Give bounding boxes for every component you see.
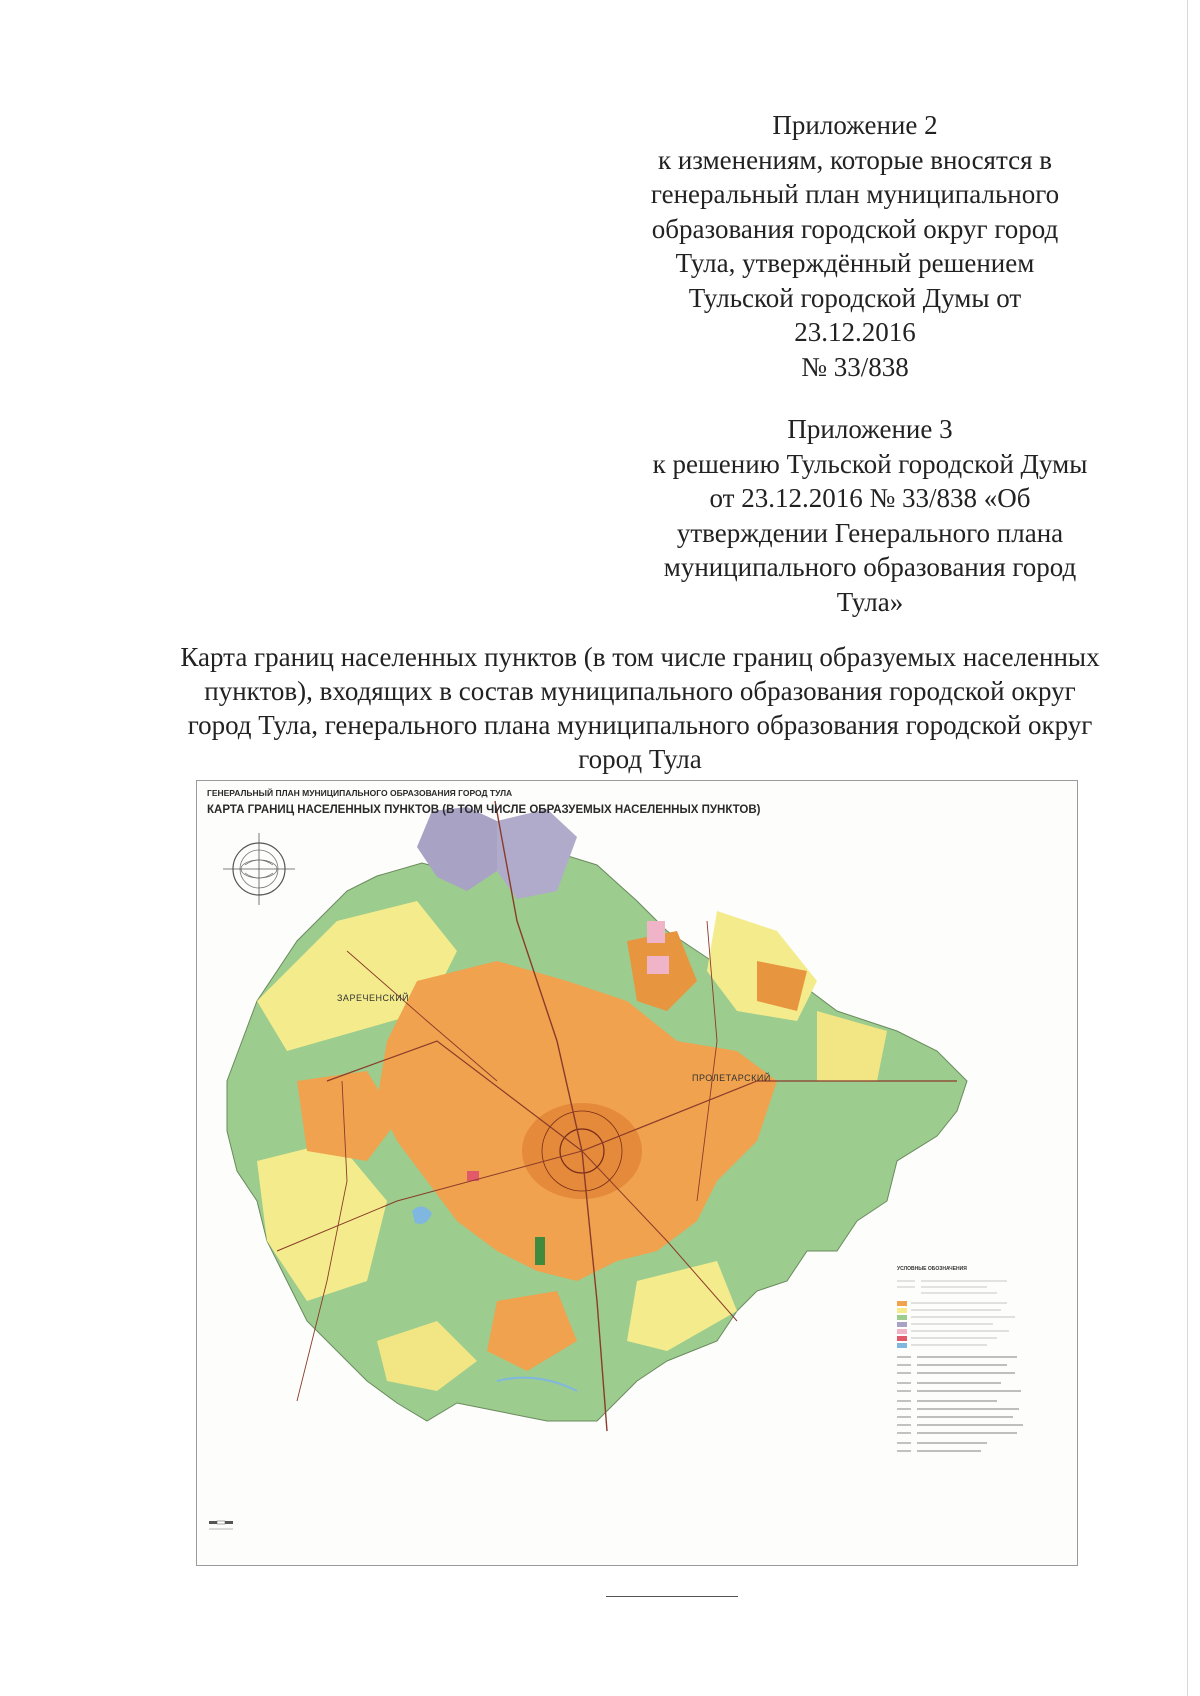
footer-rule (606, 1596, 738, 1597)
map-header-small: ГЕНЕРАЛЬНЫЙ ПЛАН МУНИЦИПАЛЬНОГО ОБРАЗОВАНИЯ ГОРОД ТУЛА (207, 788, 513, 798)
map-figure (196, 780, 1078, 1566)
annex-3-line: утверждении Генерального плана (676, 517, 1064, 548)
annex-2-line: Тульской городской Думы от (688, 282, 1022, 313)
annex-2-line: генеральный план муниципального (650, 179, 1060, 209)
document-title-line: город Тула, генерального плана муниципального образования городской округ (187, 710, 1093, 740)
annex-2-line: 23.12.2016 (794, 317, 916, 347)
document-title (150, 640, 1130, 776)
annex-3-line: от 23.12.2016 № 33/838 «Об (709, 483, 1031, 513)
green-park (535, 1237, 545, 1265)
annex-2-line: к изменениям, которые вносятся в (657, 144, 1053, 175)
place-label-zarechensky: ЗАРЕЧЕНСКИЙ (337, 993, 410, 1003)
annex-2-line: Приложение 2 (772, 110, 938, 140)
document-title-line: Карта границ населенных пунктов (в том числе границ образуемых населенных (180, 642, 1100, 672)
annex-2-header (620, 108, 1090, 384)
pink-zone (647, 956, 669, 974)
annex-3-line: муниципального образования город (663, 552, 1077, 582)
annex-3-line: Приложение 3 (787, 414, 953, 444)
annex-3-line: Тула» (836, 586, 904, 617)
annex-3-line: к решению Тульской городской Думы (652, 448, 1088, 479)
annex-2-line: образования городской округ город (651, 213, 1059, 244)
document-title-line: город Тула (578, 744, 702, 774)
annex-2-line: Тула, утверждённый решением (675, 248, 1035, 278)
annex-2-line: № 33/838 (801, 351, 909, 382)
map-legend (897, 1266, 1037, 1476)
annex-3-header (620, 412, 1120, 619)
scan-edge-line (1187, 0, 1188, 1696)
settlement-area (817, 1011, 887, 1081)
legend-swatches (897, 1275, 1037, 1475)
compass-rose-icon (223, 833, 295, 905)
pink-zone (647, 921, 665, 943)
map-header-large: КАРТА ГРАНИЦ НАСЕЛЕННЫХ ПУНКТОВ (В ТОМ ЧИСЛЕ ОБРАЗУЕМЫХ НАСЕЛЕННЫХ ПУНКТОВ) (207, 804, 761, 816)
document-title-line: пунктов), входящих в состав муниципального образования городской округ (204, 676, 1076, 706)
place-label-proletarsky: ПРОЛЕТАРСКИЙ (692, 1073, 771, 1083)
legend-title: УСЛОВНЫЕ ОБОЗНАЧЕНИЯ (897, 1266, 967, 1272)
scale-bar (209, 1521, 233, 1529)
